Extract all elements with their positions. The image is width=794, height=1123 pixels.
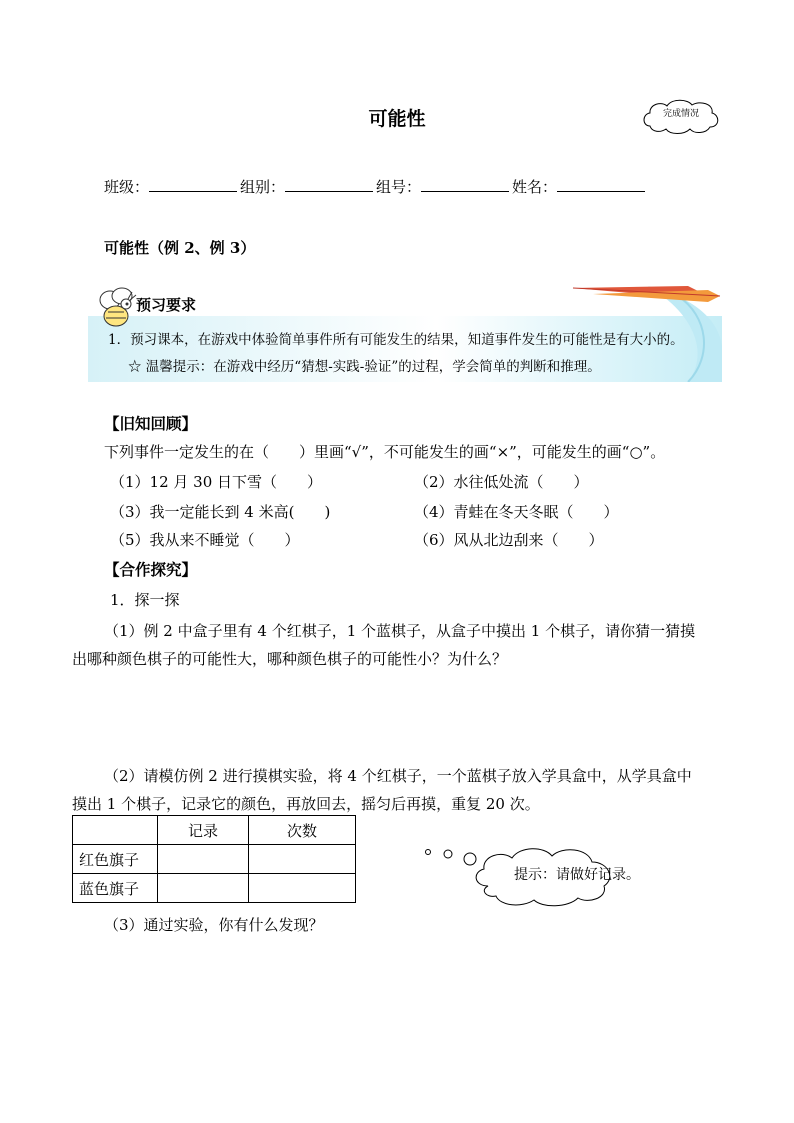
question-1-line-1: （1）例 2 中盒子里有 4 个红棋子，1 个蓝棋子，从盒子中摸出 1 个棋子，请你猜一猜摸 xyxy=(104,622,696,640)
preview-tip: ☆ 温馨提示：在游戏中经历“猜想-实践-验证”的过程，学会简单的判断和推理。 xyxy=(128,359,601,375)
question-1-line-2: 出哪种颜色棋子的可能性大，哪种颜色棋子的可能性小？为什么？ xyxy=(72,650,508,668)
review-item-5: （5）我从来不睡觉（ ） xyxy=(110,531,300,549)
table-cell-record[interactable] xyxy=(158,845,249,874)
question-2-line-2: 摸出 1 个棋子，记录它的颜色，再放回去，摇匀后再摸，重复 20 次。 xyxy=(72,795,540,813)
review-instruction: 下列事件一定发生的在（ ）里画“√”，不可能发生的画“×”，可能发生的画“○”。 xyxy=(104,443,666,461)
table-cell-count[interactable] xyxy=(249,874,356,903)
review-item-3: （3）我一定能长到 4 米高( ) xyxy=(110,503,331,521)
review-item-1: （1）12 月 30 日下雪（ ） xyxy=(110,473,323,491)
table-row xyxy=(73,874,356,903)
preview-heading: 预习要求 xyxy=(136,296,197,314)
group-number-blank[interactable] xyxy=(421,177,509,192)
table-row-label: 蓝色旗子 xyxy=(73,874,158,903)
group-number-field[interactable] xyxy=(376,176,509,197)
review-item-4: （4）青蛙在冬天冬眠（ ） xyxy=(414,503,619,521)
group-number-label: 组号： xyxy=(376,178,422,196)
class-blank[interactable] xyxy=(149,177,237,192)
question-3: （3）通过实验，你有什么发现？ xyxy=(104,916,324,934)
table-cell-count[interactable] xyxy=(249,845,356,874)
table-row xyxy=(73,845,356,874)
table-header-cell: 记录 xyxy=(158,816,249,845)
table-row-label: 红色旗子 xyxy=(73,845,158,874)
page-title: 可能性 xyxy=(368,108,426,130)
hint-text: 提示：请做好记录。 xyxy=(514,867,640,883)
group-field[interactable] xyxy=(240,176,373,197)
review-item-6: （6）风从北边刮来（ ） xyxy=(414,531,604,549)
name-blank[interactable] xyxy=(557,177,645,192)
table-cell-record[interactable] xyxy=(158,874,249,903)
table-header-cell xyxy=(73,816,158,845)
preview-requirement: 1．预习课本，在游戏中体验简单事件所有可能发生的结果，知道事件发生的可能性是有大小的。 xyxy=(108,332,684,348)
completion-badge xyxy=(640,96,722,136)
explore-heading: 【合作探究】 xyxy=(104,560,198,579)
badge-label: 完成情况 xyxy=(662,109,699,119)
table-header-cell: 次数 xyxy=(249,816,356,845)
review-item-2: （2）水往低处流（ ） xyxy=(414,473,589,491)
explore-step: 1．探一探 xyxy=(110,591,180,609)
class-label: 班级： xyxy=(104,178,150,196)
review-heading: 【旧知回顾】 xyxy=(104,414,198,433)
hint-bubble xyxy=(416,838,640,908)
class-field[interactable] xyxy=(104,176,237,197)
name-label: 姓名： xyxy=(512,178,558,196)
section-subtitle: 可能性（例 2、例 3） xyxy=(104,239,256,257)
record-table xyxy=(72,815,356,903)
name-field[interactable] xyxy=(512,176,645,197)
preview-banner xyxy=(88,286,722,382)
group-blank[interactable] xyxy=(285,177,373,192)
table-header-row xyxy=(73,816,356,845)
group-label: 组别： xyxy=(240,178,286,196)
question-2-line-1: （2）请模仿例 2 进行摸棋实验，将 4 个红棋子，一个蓝棋子放入学具盒中，从学具盒中 xyxy=(104,767,692,785)
